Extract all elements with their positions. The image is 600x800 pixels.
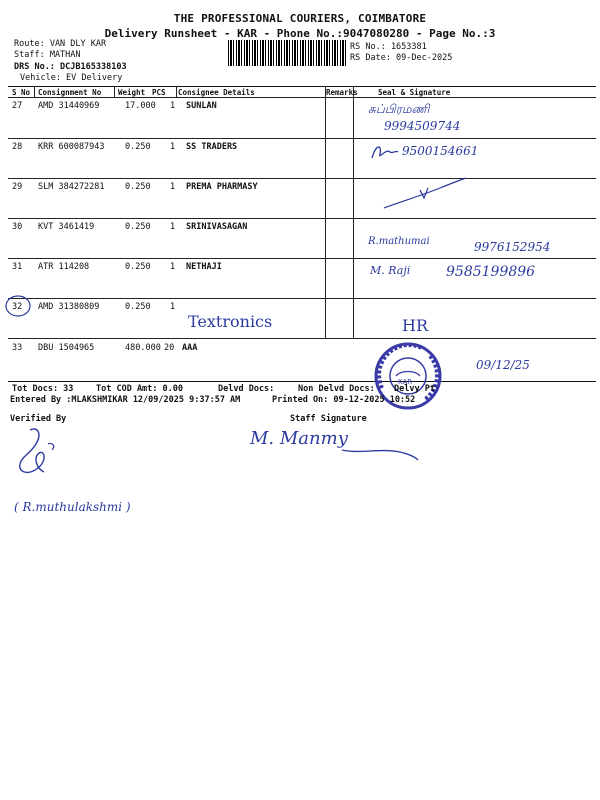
row-weight: 0.250 [125, 182, 151, 192]
col-divider [34, 86, 35, 98]
row-divider [8, 298, 596, 299]
handwritten-consignee: Textronics [188, 312, 273, 331]
staff-label: Staff: MATHAN [14, 50, 81, 60]
row-consignee: NETHAJI [186, 262, 222, 272]
row-sno: 31 [12, 262, 23, 272]
row-divider [8, 218, 596, 219]
barcode-image [228, 40, 346, 66]
row-divider [8, 138, 596, 139]
handwritten-name: R.mathumai [368, 236, 430, 247]
rs-number: RS No.: 1653381 [350, 42, 427, 52]
total-cod-amount: Tot COD Amt: 0.00 [96, 384, 183, 394]
svg-text:KAR: KAR [398, 378, 413, 386]
row-consignee: AAA [182, 343, 198, 353]
drs-label: DRS No.: DCJB165338103 [14, 62, 127, 72]
col-header-seal: Seal & Signature [378, 88, 451, 97]
row-consignment: DBU 1504965 [38, 343, 95, 353]
col-divider [114, 86, 115, 98]
row-sno: 32 [12, 302, 23, 312]
handwritten-initials: HR [402, 316, 428, 335]
header-divider [8, 97, 596, 98]
staff-signature: M. Manmy [250, 428, 348, 449]
row-consignment: KVT 3461419 [38, 222, 95, 232]
row-weight: 0.250 [125, 142, 151, 152]
row-consignee: SRINIVASAGAN [186, 222, 248, 232]
route-label: Route: VAN DLY KAR [14, 39, 107, 49]
company-title: THE PROFESSIONAL COURIERS, COIMBATORE [173, 12, 427, 25]
row-sno: 29 [12, 182, 23, 192]
handwritten-signature-icon [368, 140, 400, 164]
row-consignment: AMD 31440969 [38, 101, 100, 111]
col-header-consignee: Consignee Details [178, 88, 255, 97]
row-pcs: 1 [170, 222, 176, 232]
row-consignment: ATR 114208 [38, 262, 90, 272]
row-pcs: 1 [170, 142, 176, 152]
row-weight: 480.000 [125, 343, 161, 353]
row-pcs: 1 [170, 302, 176, 312]
rs-date: RS Date: 09-Dec-2025 [350, 53, 453, 63]
handwritten-date: 09/12/25 [476, 358, 530, 372]
runsheet-subtitle: Delivery Runsheet - KAR - Phone No.:9047080280 - Page No.:3 [104, 27, 496, 40]
row-divider [8, 178, 596, 179]
col-divider [176, 86, 177, 98]
row-sno: 30 [12, 222, 23, 232]
row-pcs: 1 [170, 262, 176, 272]
row-pcs: 1 [170, 101, 176, 111]
delivery-point: Delvy Pt [394, 384, 435, 394]
delivered-docs: Delvd Docs: [218, 384, 275, 394]
row-weight: 0.250 [125, 262, 151, 272]
handwritten-name: M. Raji [370, 264, 411, 277]
handwritten-phone: 9500154661 [402, 144, 479, 158]
handwritten-phone: 9976152954 [474, 240, 551, 254]
row-weight: 0.250 [125, 302, 151, 312]
total-docs: Tot Docs: 33 [12, 384, 74, 394]
handwritten-scribble-icon [380, 176, 470, 216]
col-divider [325, 86, 326, 338]
printed-on: Printed On: 09-12-2025 10:52 [272, 395, 416, 405]
col-header-sno: S No [12, 88, 31, 97]
col-header-weight: Weight [118, 88, 146, 97]
row-consignee: SS TRADERS [186, 142, 238, 152]
verified-by-label: Verified By [10, 414, 67, 424]
circle-mark-icon [4, 294, 32, 318]
row-divider [8, 258, 596, 259]
staff-signature-flourish-icon [340, 440, 420, 464]
row-pcs: 20 [164, 343, 175, 353]
non-delivered-docs: Non Delvd Docs: [298, 384, 375, 394]
row-sno: 33 [12, 343, 23, 353]
entered-by: Entered By :MLAKSHMIKAR 12/09/2025 9:37:57 AM [10, 395, 241, 405]
row-consignee: PREMA PHARMASY [186, 182, 258, 192]
col-header-remarks: Remarks [326, 88, 358, 97]
handwritten-name: சுப்பிரமணி [368, 102, 430, 116]
row-weight: 17.000 [125, 101, 156, 111]
col-header-pcs: PCS [152, 88, 166, 97]
row-sno: 27 [12, 101, 23, 111]
col-header-consignment: Consignment No [38, 88, 102, 97]
row-consignment: AMD 31380809 [38, 302, 100, 312]
handwritten-phone: 9994509744 [384, 119, 461, 133]
row-consignee: SUNLAN [186, 101, 217, 111]
staff-signature-label: Staff Signature [290, 414, 367, 424]
row-sno: 28 [12, 142, 23, 152]
verifier-name: ( R.muthulakshmi ) [14, 500, 131, 514]
handwritten-phone: 9585199896 [446, 264, 536, 280]
row-consignment: KRR 600087943 [38, 142, 105, 152]
verifier-signature-icon [8, 424, 68, 482]
row-consignment: SLM 384272281 [38, 182, 105, 192]
row-weight: 0.250 [125, 222, 151, 232]
vehicle-label: Vehicle: EV Delivery [20, 73, 123, 83]
row-divider [8, 338, 596, 339]
row-pcs: 1 [170, 182, 176, 192]
col-divider [353, 86, 354, 338]
